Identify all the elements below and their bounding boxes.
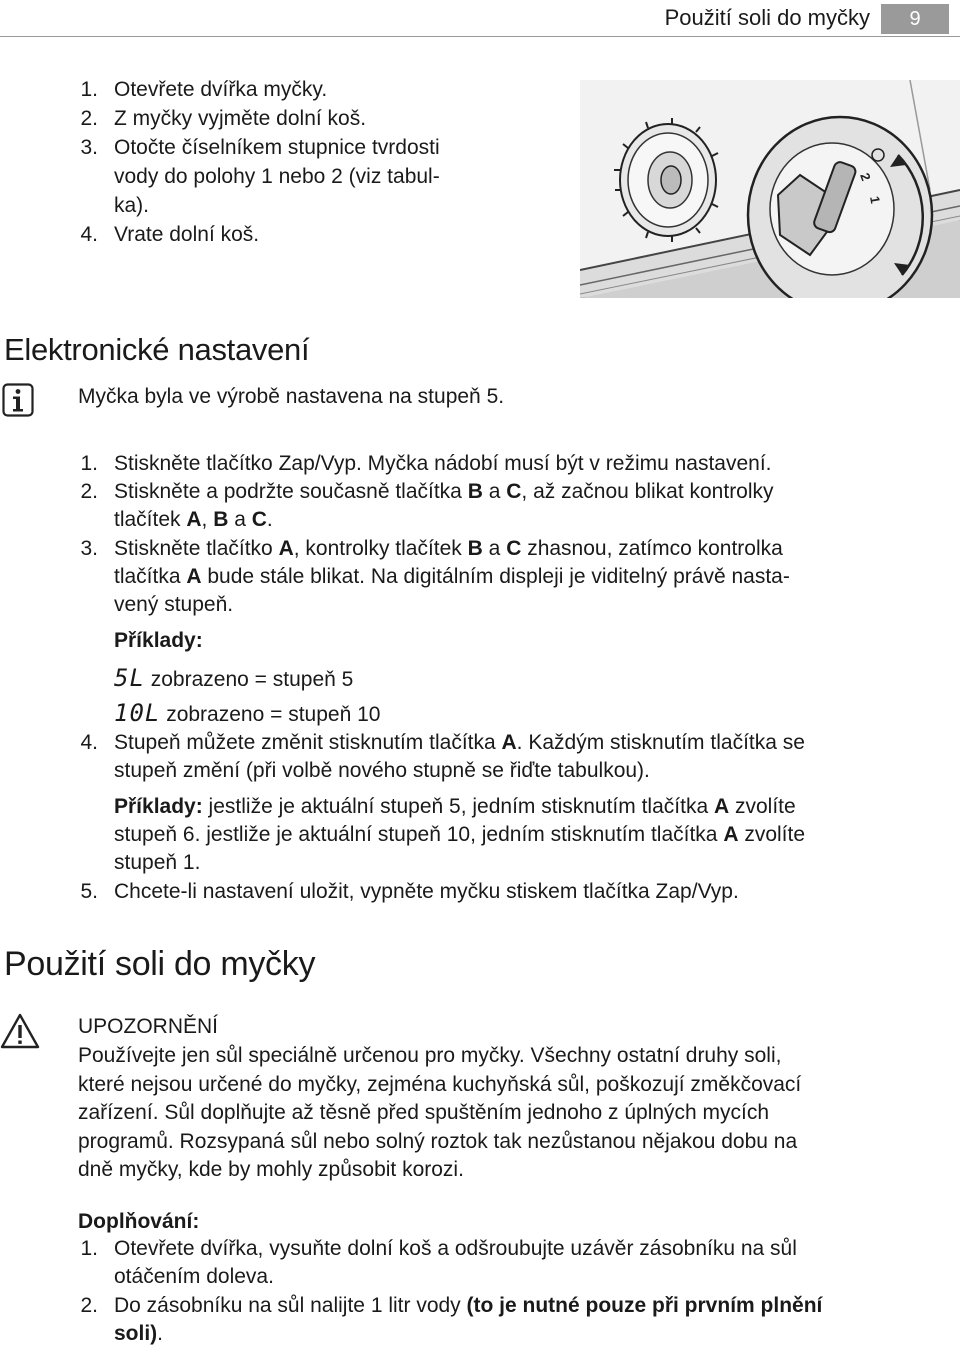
warning-line: Používejte jen sůl speciálně určenou pro myčky. Všechny ostatní druhy soli, bbox=[78, 1044, 782, 1067]
step-number: 4. bbox=[80, 731, 98, 754]
step-text: Otevřete dvířka myčky. bbox=[114, 78, 328, 101]
step-number: 3. bbox=[80, 537, 98, 560]
warning-line: programů. Rozsypaná sůl nebo solný roztok tak nezůstanou nějakou dobu na bbox=[78, 1129, 798, 1153]
info-note: Myčka byla ve výrobě nastavena na stupeň 5. bbox=[78, 385, 505, 408]
step-number: 2. bbox=[80, 480, 98, 503]
step-text: soli). bbox=[114, 1322, 164, 1345]
heading-salt-usage: Použití soli do myčky bbox=[4, 945, 316, 983]
step-text: Do zásobníku na sůl nalijte 1 litr vody (to je nutné pouze při prvním plnění bbox=[114, 1294, 823, 1317]
electronic-steps-list bbox=[62, 450, 960, 910]
dial-illustration bbox=[580, 80, 960, 298]
step-text: vody do polohy 1 nebo 2 (viz tabul- bbox=[114, 165, 440, 188]
step-text: tlačítka A bude stále blikat. Na digitálním displeji je viditelný právě nasta- bbox=[114, 565, 790, 588]
step-text: Z myčky vyjměte dolní koš. bbox=[114, 107, 367, 130]
info-icon bbox=[2, 383, 34, 417]
step-number: 1. bbox=[80, 78, 98, 101]
hardness-dial bbox=[748, 117, 932, 298]
header-section-title: Použití soli do myčky bbox=[664, 5, 870, 30]
warning-line: dně myčky, kde by mohly způsobit korozi. bbox=[78, 1158, 464, 1181]
step-example: Příklady: jestliže je aktuální stupeň 5, jedním stisknutím tlačítka A zvolíte bbox=[114, 795, 796, 818]
step-number: 1. bbox=[80, 452, 98, 475]
step-text: otáčením doleva. bbox=[114, 1265, 274, 1288]
step-text: Otočte číselníkem stupnice tvrdosti bbox=[114, 136, 440, 159]
step-text: Stiskněte a podržte současně tlačítka B a C, až začnou blikat kontrolky bbox=[114, 480, 774, 503]
step-number: 3. bbox=[80, 136, 98, 159]
warning-title: UPOZORNĚNÍ bbox=[78, 1015, 219, 1038]
step-text: Otevřete dvířka, vysuňte dolní koš a odšroubujte uzávěr zásobníku na sůl bbox=[114, 1237, 797, 1260]
step-example: stupeň 6. jestliže je aktuální stupeň 10, jedním stisknutím tlačítka A zvolíte bbox=[114, 823, 806, 846]
step-text: stupeň změní (při volbě nového stupně se řiďte tabulkou). bbox=[114, 759, 650, 782]
page-number: 9 bbox=[881, 4, 949, 34]
step-text: vený stupeň. bbox=[114, 593, 234, 616]
display-readout: 5L bbox=[114, 664, 145, 692]
example-text: zobrazeno = stupeň 10 bbox=[166, 703, 381, 726]
warning-line: zařízení. Sůl doplňujte až těsně před spuštěním jednoho z úplných mycích bbox=[78, 1101, 770, 1124]
example-text: zobrazeno = stupeň 5 bbox=[150, 668, 354, 691]
step-text: Stiskněte tlačítko Zap/Vyp. Myčka nádobí musí být v režimu nastavení. bbox=[114, 452, 772, 475]
step-text: Chcete-li nastavení uložit, vypněte myčku stiskem tlačítka Zap/Vyp. bbox=[114, 880, 739, 903]
step-number: 5. bbox=[80, 880, 98, 903]
step-text: ka). bbox=[114, 194, 150, 217]
header-divider bbox=[0, 36, 960, 37]
refill-steps-list bbox=[62, 1235, 960, 1350]
step-text: Stiskněte tlačítko A, kontrolky tlačítek B a C zhasnou, zatímco kontrolka bbox=[114, 537, 783, 560]
example-row bbox=[114, 664, 353, 695]
dial-label-1: 1 bbox=[867, 194, 884, 205]
step-number: 1. bbox=[80, 1237, 98, 1260]
heading-electronic-settings: Elektronické nastavení bbox=[4, 332, 310, 367]
refill-label: Doplňování: bbox=[78, 1210, 200, 1233]
water-hardness-dial-drawing bbox=[580, 80, 960, 298]
step-example: stupeň 1. bbox=[114, 851, 201, 874]
example-row bbox=[114, 699, 380, 730]
examples-label: Příklady: bbox=[114, 629, 203, 652]
step-text: tlačítek A, B a C. bbox=[114, 508, 273, 531]
warning-body bbox=[78, 1042, 958, 1185]
step-number: 2. bbox=[80, 1294, 98, 1317]
warning-icon bbox=[0, 1012, 40, 1050]
display-readout: 10L bbox=[114, 699, 161, 727]
step-number: 2. bbox=[80, 107, 98, 130]
step-number: 4. bbox=[80, 223, 98, 246]
step-text: Stupeň můžete změnit stisknutím tlačítka A. Každým stisknutím tlačítka se bbox=[114, 731, 805, 754]
dial-label-2: 2 bbox=[857, 170, 874, 183]
warning-line: které nejsou určené do myčky, zejména kuchyňská sůl, poškozují změkčovací bbox=[78, 1072, 802, 1096]
step-text: Vrate dolní koš. bbox=[114, 223, 260, 246]
